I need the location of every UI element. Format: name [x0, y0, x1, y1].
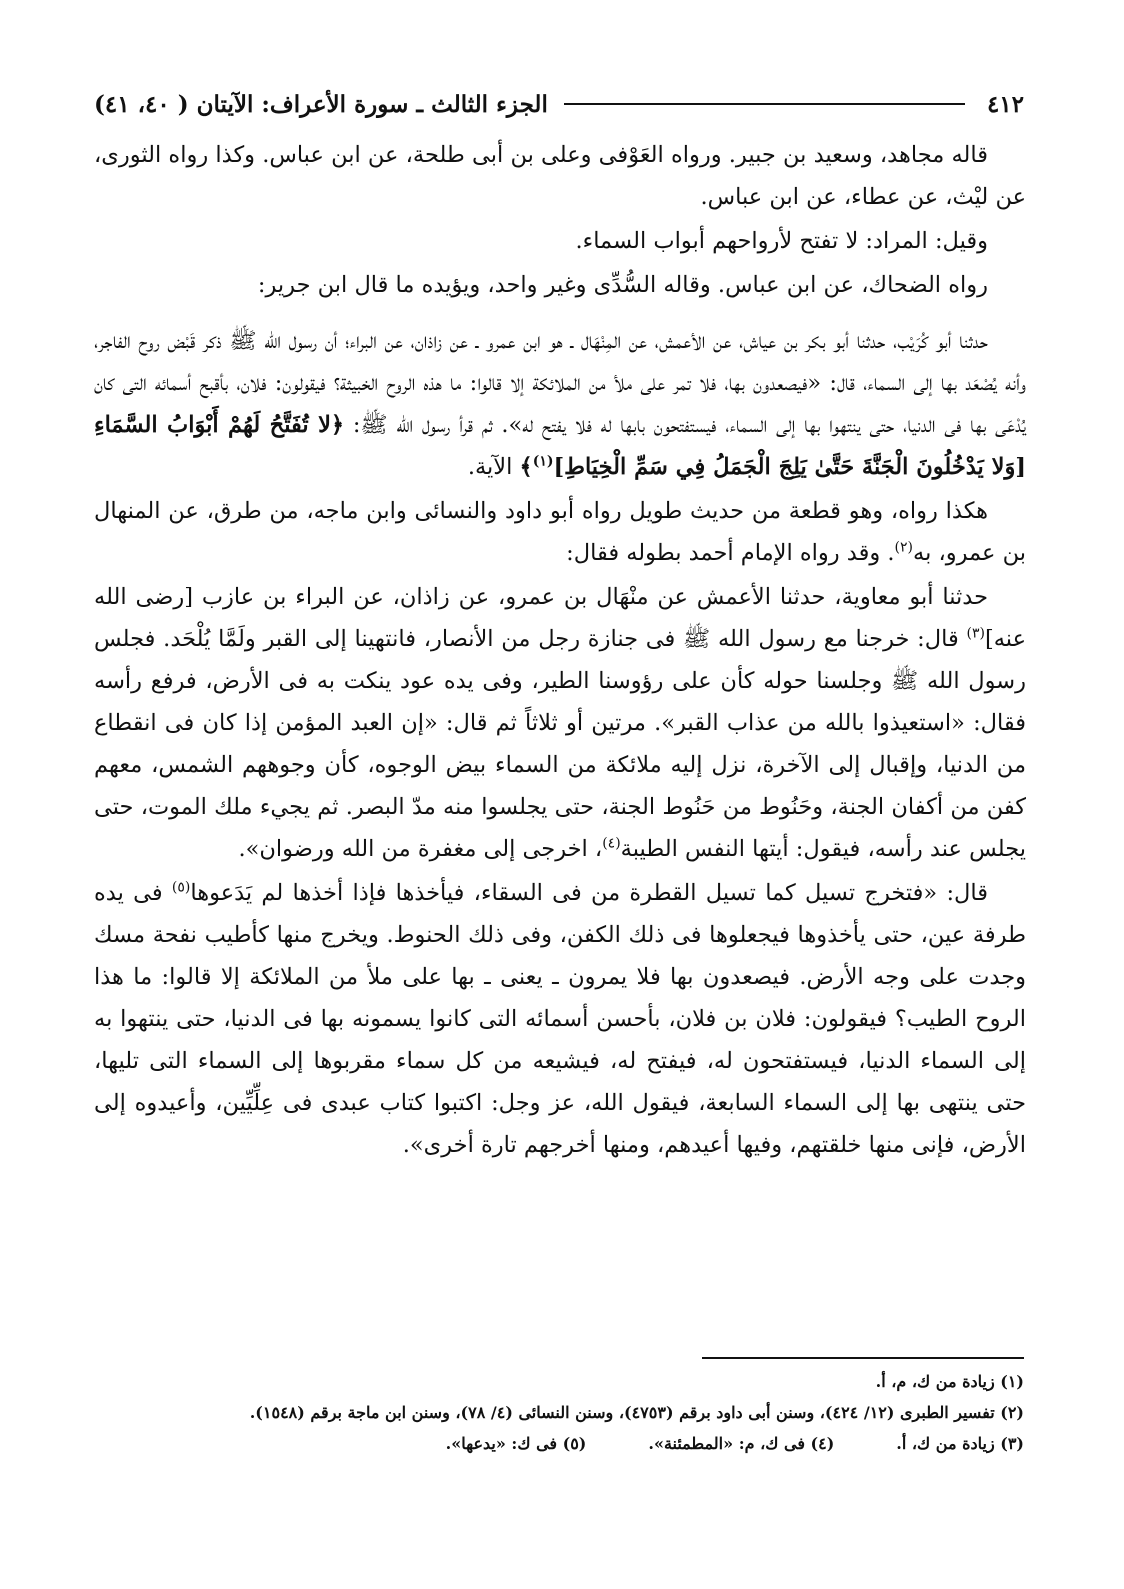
paragraph-3: رواه الضحاك، عن ابن عباس. وقاله السُّدِّى وغير واحد، ويؤيده ما قال ابن جرير:: [257, 272, 988, 298]
paragraph-7-text-a: حدثنا أبو معاوية، حدثنا الأعمش عن منْهَال بن عمرو، عن زاذان، عن البراء بن عازب [رضى الله عنه]: [94, 584, 1026, 652]
footnote-marker-2: (٢): [894, 539, 913, 556]
footnote-4: (٤) فى ك، م: «المطمئنة».: [648, 1434, 835, 1453]
paragraph-7: [94, 576, 1026, 870]
page-number: ٤١٢: [986, 90, 1024, 118]
paragraph-7-text-c: ، اخرجى إلى مغفرة من الله ورضوان».: [238, 836, 603, 862]
footnote-3: (٣) زيادة من ك، أ.: [896, 1434, 1024, 1453]
paragraph-1: قاله مجاهد، وسعيد بن جبير. ورواه العَوْفى وعلى بن أبى طلحة، عن ابن عباس. وكذا رواه الثورى، عن ليْث، عن عطاء، عن ابن عباس.: [94, 142, 1026, 210]
footnote-separator: [702, 1357, 1024, 1359]
paragraph-7-text-b: قال: خرجنا مع رسول الله ﷺ فى جنازة رجل من الأنصار، فانتهينا إلى القبر ولَمَّا يُلْحَد. فجلس رسول الله ﷺ وجلسنا حوله كأن على رؤوسنا الطير، وفى يده عود ينكت به فى الأرض، فرفع رأسه فقال: «استعيذوا بالله من عذاب القبر». مرتين أو ثلاثاً ثم قال: «إن العبد المؤمن إذا كان فى انقطاع من الدنيا، وإقبال إلى الآخرة، نزل إليه ملائكة من السماء بيض الوجوه، كأن وجوههم الشمس، معهم كفن من أكفان الجنة، وحَنُوط من حَنُوط الجنة، حتى يجلسوا منه مدّ البصر. ثم يجيء ملك الموت، حتى يجلس عند رأسه، فيقول: أيتها النفس الطيبة: [94, 626, 1026, 862]
verse-text: ﴿لا تُفَتَّحُ لَهُمْ أَبْوَابُ السَّمَاءِ [وَلا يَدْخُلُونَ الْجَنَّةَ حَتَّىٰ يَلِجَ الْجَمَلُ فِي سَمِّ الْخِيَاطِ]: [94, 412, 1026, 480]
footnotes: [94, 1366, 1024, 1459]
paragraph-8-text-a: قال: «فتخرج تسيل كما تسيل القطرة من فى السقاء، فيأخذها فإذا أخذها لم يَدَعوها: [190, 880, 988, 906]
footnote-row-3: [94, 1428, 1024, 1459]
main-text: [94, 134, 1026, 1180]
page-header: [94, 84, 1024, 124]
paragraph-6: [94, 490, 1026, 574]
hadith-text: حدثنا أبو كُرَيْب، حدثنا أبو بكر بن عياش، عن الأعمش، عن المِنْهَال ـ هو ابن عمرو ـ عن زاذان، عن البراء؛ أن رسول الله ﷺ ذكر قَبْض روح الفاجر، وأنه يُصْعَد بها إلى السماء، قال: «فيصعدون بها، فلا تمر على ملأ من الملائكة إلا قالوا: ما هذه الروح الخبيثة؟ فيقولون: فلان، بأقبح أسمائه التى كان يُدْعَى بها فى الدنيا، حتى ينتهوا بها إلى السماء، فيستفتحون بابها له فلا يفتح له».: [94, 328, 1026, 438]
verse-intro: ثم قرأ رسول الله ﷺ:: [352, 412, 493, 438]
paragraph-6-text-a: هكذا رواه، وهو قطعة من حديث طويل رواه أبو داود والنسائى وابن ماجه، من طرق، عن المنهال بن عمرو، به: [94, 498, 1026, 566]
paragraph-2: وقيل: المراد: لا تفتح لأرواحهم أبواب السماء.: [575, 228, 988, 254]
paragraph-8: [94, 872, 1026, 1166]
paragraph-4: [94, 320, 1026, 488]
footnote-2: (٢) تفسير الطبرى (١٢/ ٤٢٤)، وسنن أبى داود برقم (٤٧٥٣)، وسنن النسائى (٤/ ٧٨)، وسنن ابن ماجة برقم (١٥٤٨).: [249, 1403, 1024, 1422]
verse-tail: الآية.: [467, 454, 513, 480]
footnote-1: (١) زيادة من ك، م، أ.: [875, 1372, 1024, 1391]
footnote-marker-1: (١): [532, 453, 554, 470]
header-rule: [564, 103, 965, 105]
footnote-marker-4: (٤): [602, 835, 621, 852]
paragraph-6-text-b: . وقد رواه الإمام أحمد بطوله فقال:: [566, 540, 895, 566]
running-title: الجزء الثالث ـ سورة الأعراف: الآيتان ( ٤٠، ٤١): [94, 90, 548, 118]
footnote-marker-3: (٣): [966, 625, 985, 642]
footnote-marker-5: (٥): [171, 879, 191, 896]
paragraph-8-text-b: فى يده طرفة عين، حتى يأخذوها فيجعلوها فى ذلك الكفن، وفى ذلك الحنوط. ويخرج منها كأطيب نفحة مسك وجدت على وجه الأرض. فيصعدون بها فلا يمرون ـ يعنى ـ بها على ملأ من الملائكة إلا قالوا: ما هذا الروح الطيب؟ فيقولون: فلان بن فلان، بأحسن أسمائه التى كانوا يسمونه بها فى الدنيا، حتى ينتهوا به إلى السماء الدنيا، فيستفتحون له، فيفتح له، فيشيعه من كل سماء مقربوها إلى السماء التى تليها، حتى ينتهى بها إلى السماء السابعة، فيقول الله، عز وجل: اكتبوا كتاب عبدى فى عِلِّيِّين، وأعيدوه إلى الأرض، فإنى منها خلقتهم، وفيها أعيدهم، ومنها أخرجهم تارة أخرى».: [94, 880, 1026, 1158]
verse-close-bracket: ﴾: [519, 454, 533, 480]
footnote-5: (٥) فى ك: «يدعها».: [445, 1434, 587, 1453]
